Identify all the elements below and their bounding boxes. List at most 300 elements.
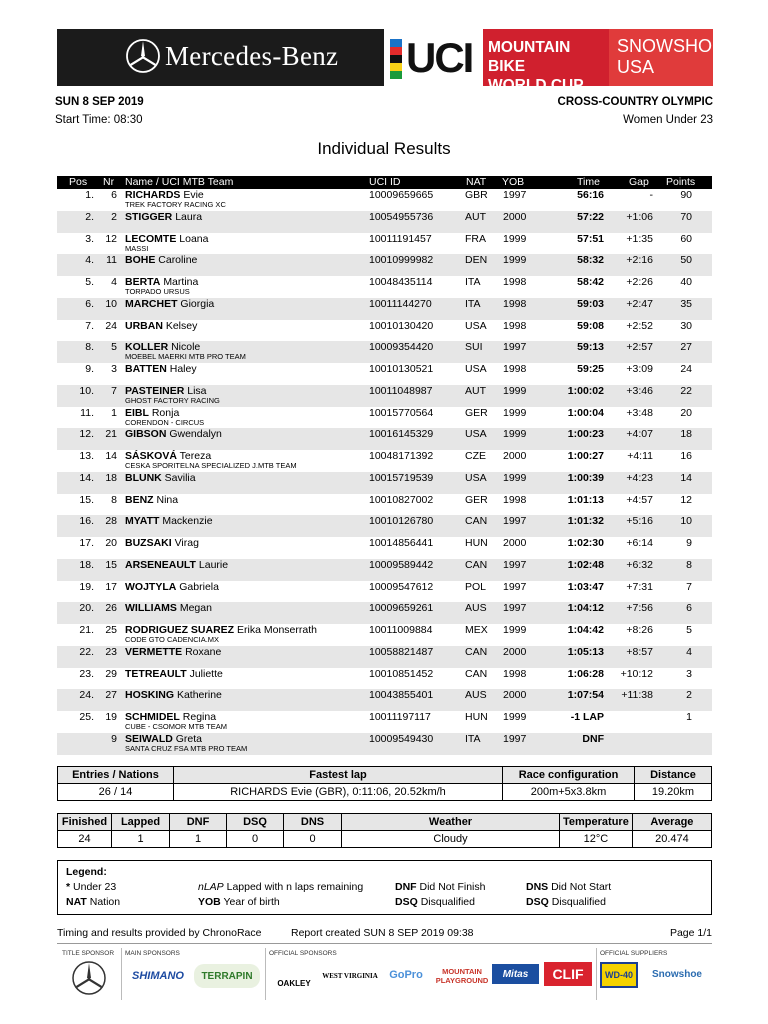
sponsor-divider (265, 948, 266, 1000)
race-config-value: 200m+5x3.8km (503, 784, 635, 801)
result-last-name: ARSENEAULT (125, 558, 196, 571)
result-name (125, 668, 223, 680)
result-gap: +2:52 (626, 319, 653, 332)
distance-label: Distance (635, 767, 712, 784)
result-yob: 1999 (503, 384, 527, 397)
legend-dsq: DSQ Disqualified (395, 896, 475, 908)
dsq-value: 0 (227, 831, 284, 848)
result-gap: +5:16 (626, 515, 653, 528)
result-yob: 1998 (503, 297, 527, 310)
result-yob: 1998 (503, 493, 527, 506)
table-row (57, 581, 712, 603)
result-nat: AUS (465, 602, 487, 615)
result-gap: +2:57 (626, 341, 653, 354)
result-first-name: Regina (182, 711, 217, 723)
table-row (57, 428, 712, 450)
result-pos: 22. (79, 645, 94, 658)
result-first-name: Haley (169, 363, 197, 375)
result-uci-id: 10011191457 (369, 232, 432, 245)
result-pos: 18. (79, 558, 94, 571)
result-pos: 21. (79, 624, 94, 636)
official-suppliers-label: OFFICIAL SUPPLIERS (600, 950, 668, 957)
mountain-playground-logo: MOUNTAIN PLAYGROUND (435, 967, 489, 985)
result-nr: 15 (105, 558, 117, 571)
result-nr: 7 (111, 384, 117, 397)
result-gap: +4:07 (626, 428, 653, 441)
result-yob: 2000 (503, 210, 527, 223)
result-nr: 24 (105, 319, 117, 332)
result-gap: +11:38 (621, 689, 653, 702)
temperature-value: 12°C (560, 831, 633, 848)
result-time: 59:25 (577, 363, 604, 375)
result-pos: 7. (85, 319, 94, 332)
result-team: TREK FACTORY RACING XC (125, 200, 226, 209)
result-last-name: VERMETTE (125, 645, 183, 658)
result-nr: 14 (105, 450, 117, 462)
event-banner (57, 29, 725, 94)
result-gap: - (649, 189, 653, 201)
result-time: -1 LAP (570, 711, 604, 723)
result-first-name: Laurie (198, 558, 229, 571)
result-name (125, 559, 228, 571)
table-row (57, 711, 712, 733)
result-points: 35 (680, 297, 692, 310)
result-last-name: BLUNK (125, 471, 162, 484)
temperature-label: Temperature (560, 814, 633, 831)
snowshoe-logo: Snowshoe (651, 968, 702, 980)
result-name (125, 428, 222, 440)
result-nat: USA (465, 428, 487, 441)
result-points: 14 (680, 471, 692, 484)
result-pos: 14. (79, 471, 94, 484)
table-row (57, 341, 712, 363)
result-points: 40 (680, 276, 692, 288)
result-last-name: HOSKING (125, 689, 175, 702)
result-pos: 17. (79, 537, 94, 549)
result-nr: 8 (111, 493, 117, 506)
result-uci-id: 10054955736 (369, 210, 434, 223)
result-uci-id: 10010126780 (369, 515, 434, 528)
result-nat: ITA (465, 297, 481, 310)
col-yob: YOB (502, 176, 525, 188)
result-yob: 1999 (503, 711, 527, 723)
result-points: 70 (680, 210, 692, 223)
result-first-name: Kelsey (165, 319, 198, 332)
world-cup-line1: MOUNTAIN BIKE (488, 39, 571, 75)
result-points: 10 (680, 515, 692, 528)
result-time: 57:22 (577, 210, 604, 223)
result-first-name: Virag (174, 537, 199, 549)
result-time: 1:00:04 (567, 406, 604, 419)
table-row (57, 624, 712, 646)
result-nat: USA (465, 319, 487, 332)
col-time: Time (577, 176, 600, 188)
dns-value: 0 (284, 831, 342, 848)
title-sponsor-name: Mercedes-Benz (165, 41, 339, 71)
result-points: 6 (686, 602, 692, 615)
col-name: Name / UCI MTB Team (125, 176, 234, 188)
result-first-name: Giorgia (180, 297, 215, 310)
result-nr: 18 (105, 471, 117, 484)
result-nr: 1 (111, 406, 117, 419)
legend-nlap: nLAP Lapped with n laps remaining (198, 881, 364, 893)
result-points: 5 (686, 624, 692, 636)
result-uci-id: 10011009884 (369, 624, 433, 636)
result-name (125, 602, 212, 614)
result-yob: 1997 (503, 732, 527, 745)
result-nat: CAN (465, 558, 488, 571)
result-time: 59:08 (577, 319, 604, 332)
fastest-lap-value: RICHARDS Evie (GBR), 0:11:06, 20.52km/h (174, 784, 503, 801)
legend-yob: YOB Year of birth (198, 896, 280, 908)
result-nr: 21 (105, 428, 117, 441)
result-pos: 2. (85, 210, 94, 223)
result-first-name: Caroline (158, 254, 198, 267)
result-points: 3 (686, 667, 692, 680)
legend-dnf: DNF Did Not Finish (395, 881, 486, 893)
result-yob: 2000 (503, 537, 527, 549)
result-time: 1:01:32 (567, 515, 604, 528)
result-nr: 19 (105, 711, 117, 723)
result-nat: DEN (465, 254, 488, 267)
result-time: 1:01:13 (567, 493, 604, 506)
result-team: SANTA CRUZ FSA MTB PRO TEAM (125, 743, 248, 753)
result-name (125, 472, 196, 484)
result-points: 90 (680, 189, 692, 201)
result-pos: 24. (79, 689, 94, 702)
result-points: 1 (686, 711, 692, 723)
result-nat: CZE (465, 450, 486, 462)
result-team: TORPADO URSUS (125, 287, 190, 296)
result-name (125, 537, 199, 549)
result-nr: 9 (111, 732, 117, 745)
result-points: 20 (680, 406, 692, 419)
report-created: Report created SUN 8 SEP 2019 09:38 (291, 927, 474, 939)
result-points: 60 (680, 232, 692, 245)
race-config-label: Race configuration (503, 767, 635, 784)
result-time: 59:13 (577, 341, 604, 354)
result-last-name: RODRIGUEZ SUAREZ (125, 624, 235, 636)
result-points: 27 (680, 341, 692, 354)
result-last-name: URBAN (125, 319, 163, 332)
result-last-name: WOJTYLA (125, 580, 177, 593)
table-row (57, 385, 712, 407)
venue-line2: USA (617, 57, 655, 77)
result-pos: 11. (80, 406, 94, 419)
result-nat: POL (465, 580, 487, 593)
result-yob: 2000 (503, 689, 527, 702)
result-nr: 26 (105, 602, 117, 615)
result-pos: 20. (79, 602, 94, 615)
result-first-name: Nina (156, 493, 179, 506)
result-gap: +7:56 (626, 602, 653, 615)
result-team: CUBE - CSOMOR MTB TEAM (125, 722, 227, 731)
result-nr: 20 (105, 537, 117, 549)
result-nat: FRA (465, 232, 486, 245)
result-gap: +1:35 (626, 232, 653, 245)
result-nr: 25 (105, 624, 117, 636)
col-gap: Gap (629, 176, 649, 188)
result-gap: +10:12 (620, 667, 653, 680)
fastest-lap-label: Fastest lap (174, 767, 503, 784)
result-time: 1:00:02 (567, 384, 604, 397)
result-uci-id: 10010130521 (369, 363, 434, 375)
result-gap: +2:26 (626, 276, 653, 288)
page-number: Page 1/1 (669, 927, 712, 939)
result-time: 58:42 (577, 276, 604, 288)
result-last-name: MARCHET (125, 297, 178, 310)
result-nr: 6 (111, 189, 117, 201)
footer-divider (57, 943, 712, 944)
table-row (57, 450, 712, 472)
result-gap: +3:09 (626, 363, 653, 375)
result-uci-id: 10011144270 (369, 297, 432, 310)
result-pos: 12. (79, 428, 94, 441)
shimano-logo: SHIMANO (132, 970, 184, 982)
venue-line1: SNOWSHOE (617, 36, 725, 56)
weather-label: Weather (342, 814, 560, 831)
result-pos: 23. (79, 667, 94, 680)
result-time: DNF (582, 732, 604, 745)
result-first-name: Erika Monserrath (237, 624, 317, 636)
result-yob: 1999 (503, 406, 527, 419)
result-time: 57:51 (577, 232, 604, 245)
result-last-name: LECOMTE (125, 232, 177, 245)
result-yob: 1997 (503, 580, 527, 593)
world-cup-title (483, 29, 609, 94)
result-nat: AUT (465, 384, 486, 397)
result-pos: 3. (85, 232, 94, 245)
result-uci-id: 10043855401 (369, 689, 434, 702)
result-uci-id: 10048171392 (369, 450, 434, 462)
result-nat: USA (465, 471, 487, 484)
legend-box (57, 860, 712, 915)
result-gap: +4:11 (627, 450, 653, 462)
table-row (57, 537, 712, 559)
results-table-body (57, 189, 712, 755)
result-nat: HUN (465, 711, 488, 723)
legend-nat: NAT Nation (66, 896, 121, 908)
result-uci-id: 10010827002 (369, 493, 434, 506)
result-nat: MEX (465, 624, 488, 636)
result-name (125, 581, 219, 593)
result-uci-id: 10009589442 (369, 558, 434, 571)
result-gap: +6:32 (626, 558, 653, 571)
result-pos: 9. (85, 363, 94, 375)
result-gap: +2:16 (626, 254, 653, 267)
result-uci-id: 10016145329 (369, 428, 434, 441)
result-nat: GER (465, 493, 488, 506)
result-uci-id: 10010999982 (369, 254, 434, 267)
result-yob: 1999 (503, 471, 527, 484)
result-team: MASSI (125, 243, 149, 253)
result-time: 1:00:27 (567, 450, 604, 462)
result-last-name: MYATT (125, 515, 160, 528)
table-row (57, 733, 712, 755)
result-yob: 1998 (503, 363, 527, 375)
result-time: 59:03 (577, 297, 604, 310)
result-pos: 6. (85, 297, 94, 310)
table-row (57, 494, 712, 516)
average-value: 20.474 (632, 831, 711, 848)
result-nat: ITA (465, 732, 481, 745)
table-row (57, 254, 712, 276)
title-sponsor-label: TITLE SPONSOR (62, 950, 115, 957)
result-last-name: RICHARDS (125, 189, 181, 201)
result-name (125, 494, 178, 506)
result-gap: +3:46 (626, 384, 653, 397)
result-yob: 1997 (503, 189, 527, 201)
result-name (125, 689, 222, 701)
result-team: CODE GTO CADENCIA.MX (125, 635, 220, 644)
result-first-name: Gwendalyn (169, 428, 222, 441)
result-time: 1:05:13 (567, 645, 604, 658)
result-points: 7 (686, 580, 692, 593)
table-row (57, 276, 712, 298)
result-team: GHOST FACTORY RACING (125, 395, 220, 405)
result-uci-id: 10010130420 (369, 319, 434, 332)
result-nat: USA (465, 363, 487, 375)
table-row (57, 559, 712, 581)
result-gap: +4:57 (626, 493, 653, 506)
result-last-name: TETREAULT (125, 667, 187, 680)
result-first-name: Nicole (171, 341, 201, 354)
result-points: 8 (686, 558, 692, 571)
result-points: 50 (680, 254, 692, 267)
result-last-name: EIBL (125, 406, 149, 419)
result-gap: +3:48 (626, 406, 653, 419)
west-virginia-logo: WEST VIRGINIA (322, 972, 378, 980)
result-nat: AUS (465, 689, 487, 702)
result-uci-id: 10009549430 (369, 732, 434, 745)
result-nr: 5 (111, 341, 117, 354)
result-time: 1:04:42 (567, 624, 604, 636)
result-first-name: Gabriela (179, 580, 219, 593)
result-time: 1:02:48 (567, 558, 604, 571)
result-yob: 1998 (503, 276, 527, 288)
result-yob: 1997 (503, 558, 527, 571)
result-gap: +4:23 (626, 471, 653, 484)
result-uci-id: 10009354420 (369, 341, 434, 354)
sponsor-divider (596, 948, 597, 1000)
result-first-name: Ronja (151, 406, 180, 419)
result-name (125, 363, 197, 375)
finished-value: 24 (58, 831, 112, 848)
result-gap: +7:31 (626, 580, 653, 593)
table-row (57, 298, 712, 320)
official-sponsors-label: OFFICIAL SPONSORS (269, 950, 337, 957)
wd40-logo: WD-40 (600, 962, 638, 988)
uci-logo (384, 29, 483, 86)
table-row (57, 407, 712, 429)
race-summary-table (57, 766, 712, 801)
result-gap: +1:06 (626, 210, 653, 223)
uci-rainbow-stripes (390, 39, 402, 79)
result-time: 1:06:28 (567, 667, 604, 680)
col-nr: Nr (103, 176, 115, 188)
result-pos: 15. (79, 493, 94, 506)
timing-credit: Timing and results provided by ChronoRace (57, 927, 262, 939)
lapped-label: Lapped (112, 814, 170, 831)
main-sponsors-label: MAIN SPONSORS (125, 950, 180, 957)
result-nr: 28 (105, 515, 117, 528)
table-row (57, 320, 712, 342)
average-label: Average (632, 814, 711, 831)
table-row (57, 211, 712, 233)
result-first-name: Megan (179, 602, 212, 615)
result-gap: +2:47 (626, 297, 653, 310)
result-first-name: Laura (175, 210, 203, 223)
result-nat: CAN (465, 515, 488, 528)
legend-dns: DNS Did Not Start (526, 881, 612, 893)
col-nat: NAT (466, 176, 487, 188)
result-time: 1:00:39 (567, 471, 604, 484)
result-nr: 10 (105, 297, 117, 310)
table-row (57, 668, 712, 690)
result-uci-id: 10009659261 (369, 602, 434, 615)
result-nat: CAN (465, 645, 488, 658)
result-last-name: BATTEN (125, 363, 167, 375)
result-gap: +8:26 (626, 624, 653, 636)
col-uci-id: UCI ID (369, 176, 401, 188)
clif-logo: CLIF (544, 962, 592, 986)
dnf-value: 1 (170, 831, 227, 848)
result-name (125, 515, 213, 527)
table-row (57, 602, 712, 624)
result-uci-id: 10014856441 (369, 537, 434, 549)
result-pos: 8. (85, 341, 94, 354)
legend-u23: * Under 23 (66, 881, 117, 893)
result-yob: 2000 (503, 450, 527, 462)
result-last-name: SÁSKOVÁ (125, 450, 177, 462)
result-nr: 11 (106, 254, 117, 267)
lapped-value: 1 (112, 831, 170, 848)
result-nr: 3 (111, 363, 117, 375)
result-yob: 1997 (503, 602, 527, 615)
result-first-name: Loana (179, 232, 209, 245)
result-name (125, 646, 221, 658)
result-points: 4 (686, 645, 692, 658)
result-time: 1:04:12 (567, 602, 604, 615)
result-first-name: Tereza (179, 450, 212, 462)
result-yob: 1999 (503, 624, 527, 636)
result-nat: HUN (465, 537, 488, 549)
result-pos: 13. (79, 450, 94, 462)
result-nat: AUT (465, 210, 486, 223)
race-stats-table (57, 813, 712, 848)
result-time: 56:16 (577, 189, 604, 201)
result-name (125, 298, 214, 310)
mitas-logo: Mitas (492, 964, 539, 984)
result-nat: GBR (465, 189, 488, 201)
result-yob: 1997 (503, 341, 527, 354)
result-points: 12 (680, 493, 692, 506)
result-last-name: STIGGER (125, 210, 173, 223)
result-nat: ITA (465, 276, 481, 288)
result-yob: 1998 (503, 667, 527, 680)
result-yob: 1997 (503, 515, 527, 528)
result-yob: 1999 (503, 254, 527, 267)
result-last-name: PASTEINER (125, 384, 185, 397)
result-points: 2 (686, 689, 692, 702)
result-first-name: Martina (163, 276, 199, 288)
result-last-name: SCHMIDEL (125, 711, 180, 723)
venue-title (609, 29, 725, 86)
result-nr: 23 (105, 645, 117, 658)
result-uci-id: 10009547612 (369, 580, 434, 593)
legend-dsq-2: DSQ Disqualified (526, 896, 606, 908)
result-nr: 12 (105, 232, 117, 245)
